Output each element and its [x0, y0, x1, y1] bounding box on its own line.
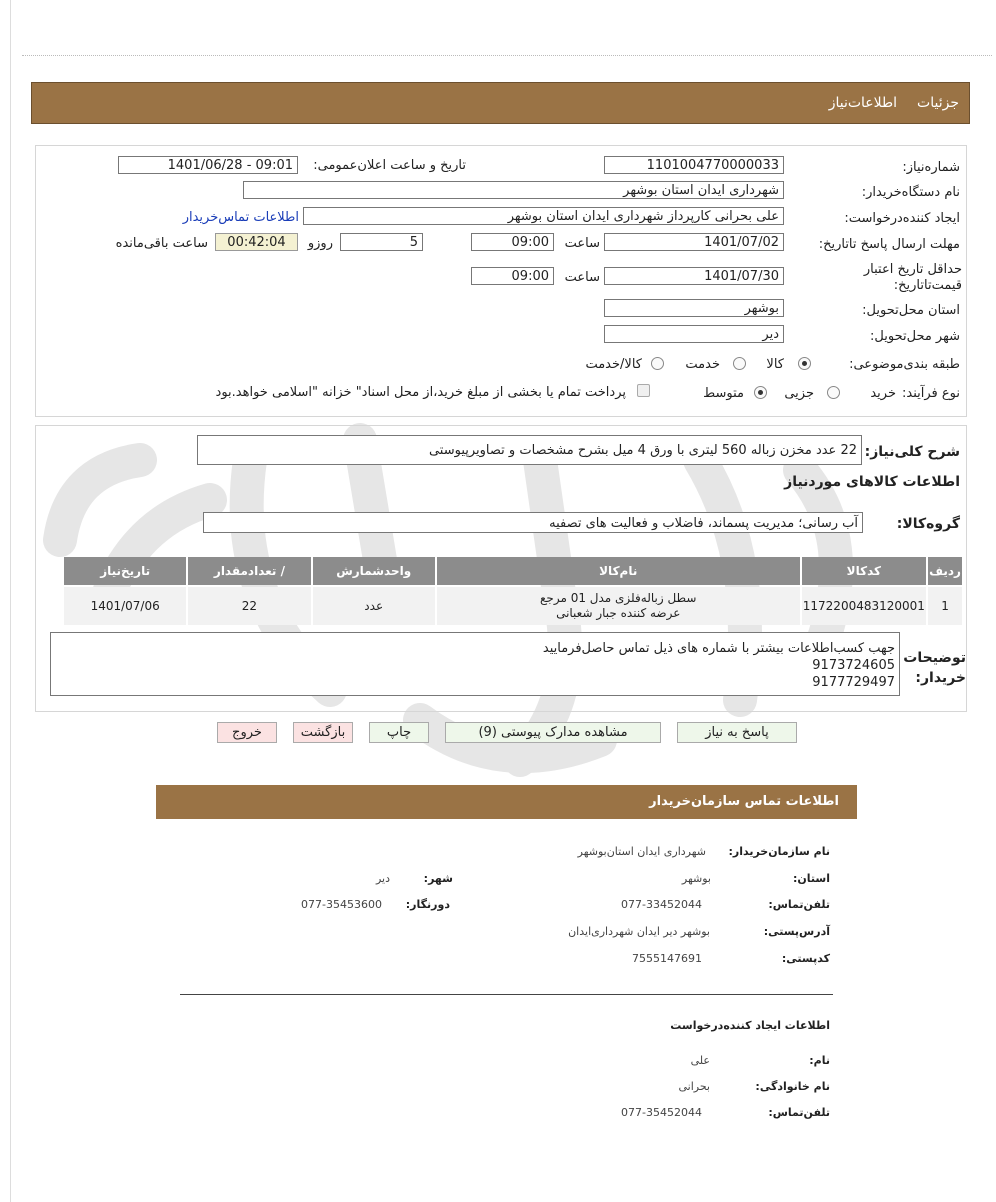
contact-address-value: بوشهر دیر ایدان شهرداری‌ایدان	[568, 925, 710, 938]
city-label: شهر محل‌تحویل:	[870, 329, 960, 344]
row-unit: عدد	[313, 587, 435, 625]
contact-province-value: بوشهر	[681, 872, 711, 885]
row-name-line1: سطل زباله‌فلزی مدل 01 مرجع	[540, 591, 697, 605]
creator-label: ایجاد کننده‌درخواست:	[844, 211, 960, 226]
row-index: 1	[928, 587, 962, 625]
notes-line2: 9173724605	[812, 658, 895, 673]
treasury-payment-checkbox[interactable]	[637, 384, 650, 397]
announce-label: تاریخ و ساعت اعلان‌عمومی:	[313, 158, 466, 173]
goods-table-header	[64, 557, 962, 585]
notes-line3: 9177729497	[812, 675, 895, 690]
col-index: ردیف	[928, 557, 962, 585]
row-name-line2: عرضه کننده جبار شعبانی	[556, 606, 681, 620]
attachments-button[interactable]: مشاهده مدارک پیوستی (9)	[445, 722, 661, 743]
process-medium-radio[interactable]	[754, 386, 767, 399]
creator-family-label: نام خانوادگی:	[755, 1080, 830, 1093]
top-dotted-divider	[22, 55, 992, 56]
category-label: طبقه بندی‌موضوعی:	[849, 357, 960, 372]
deadline-time-field: 09:00	[471, 233, 554, 251]
exit-button[interactable]: خروج	[217, 722, 277, 743]
buyer-notes-field	[50, 632, 900, 696]
announce-datetime-field: 1401/06/28 - 09:01	[118, 156, 298, 174]
category-goods-service-label: کالا/خدمت	[585, 357, 642, 372]
summary-label: شرح کلی‌نیاز:	[864, 444, 960, 460]
summary-field: 22 عدد مخزن زباله 560 لیتری با ورق 4 میل بشرح مشخصات و تصاویرپیوستی	[197, 435, 862, 465]
table-row	[64, 587, 962, 625]
need-number-field: 1101004770000033	[604, 156, 784, 174]
deadline-label: مهلت ارسال پاسخ تا‌تاریخ:	[818, 237, 960, 252]
contact-divider	[180, 994, 833, 995]
category-goods-radio[interactable]	[798, 357, 811, 370]
category-service-radio[interactable]	[733, 357, 746, 370]
remaining-time-display: 00:42:04	[215, 233, 298, 251]
contact-phone-label: تلفن‌تماس:	[768, 898, 830, 911]
contact-fax-label: دورنگار:	[405, 898, 450, 911]
row-name	[437, 587, 800, 625]
city-field: دیر	[604, 325, 784, 343]
creator-field: علی بحرانی کارپرداز شهرداری ایدان استان بوشهر	[303, 207, 784, 225]
process-label: نوع فرآیند:	[902, 386, 960, 401]
tab-details[interactable]: جزئیات	[917, 95, 959, 111]
validity-time-field: 09:00	[471, 267, 554, 285]
row-qty: 22	[188, 587, 310, 625]
tab-need-info[interactable]: اطلاعات‌نیاز	[828, 95, 898, 111]
creator-phone-label: تلفن‌تماس:	[768, 1106, 830, 1119]
validity-label: حداقل تاریخ اعتبار قیمت‌تا‌تاریخ:	[863, 262, 962, 293]
col-qty: / تعدادمقدار	[188, 557, 310, 585]
process-medium-label: متوسط	[703, 386, 744, 401]
back-button[interactable]: بازگشت	[293, 722, 353, 743]
col-date: تاریخ‌نیاز	[64, 557, 186, 585]
print-button[interactable]: چاپ	[369, 722, 429, 743]
creator-name-value: علی	[690, 1054, 710, 1067]
details-header-bar	[31, 82, 970, 124]
group-field: آب رسانی؛ مدیریت پسماند، فاضلاب و فعالیت های تصفیه	[203, 512, 863, 533]
contact-postal-label: کد‌پستی:	[781, 952, 830, 965]
left-border-line	[10, 0, 11, 1202]
contact-org-value: شهرداری ایدان استان‌بوشهر	[577, 845, 706, 858]
goods-table	[62, 555, 964, 627]
category-goods-service-radio[interactable]	[651, 357, 664, 370]
buyer-org-field: شهرداری ایدان استان بوشهر	[243, 181, 784, 199]
contact-address-label: آدرس‌پستی:	[763, 925, 830, 938]
contact-org-label: نام سازمان‌خریدار:	[728, 845, 830, 858]
creator-family-value: بحرانی	[678, 1080, 710, 1093]
days-label: روزو	[307, 236, 333, 251]
notes-line1: جهب کسب‌اطلاعات بیشتر با شماره های ذیل تماس حاصل‌فرمایید	[542, 641, 895, 656]
province-field: بوشهر	[604, 299, 784, 317]
row-code: 1172200483120001	[802, 587, 926, 625]
deadline-time-label: ساعت	[564, 236, 600, 251]
group-label: گروه‌کالا:	[896, 516, 960, 532]
category-goods-label: کالا	[766, 357, 784, 372]
buyer-contact-link[interactable]: اطلاعات تماس‌خریدار	[182, 210, 299, 225]
contact-fax-value: 077-35453600	[301, 898, 382, 911]
col-code: کدکالا	[802, 557, 926, 585]
goods-info-title: اطلاعات کالاهای موردنیاز	[784, 474, 960, 490]
buyer-org-label: نام دستگاه‌خریدار:	[861, 185, 960, 200]
contact-phone-value: 077-33452044	[621, 898, 702, 911]
row-date: 1401/07/06	[64, 587, 186, 625]
province-label: استان محل‌تحویل:	[862, 303, 960, 318]
process-minor-label: جزیی	[784, 386, 814, 401]
category-service-label: خدمت	[685, 357, 720, 372]
contact-postal-value: 7555147691	[632, 952, 702, 965]
buyer-contact-header: اطلاعات تماس سازمان‌خریدار	[156, 785, 857, 819]
buyer-notes-label: توضیحات خریدار:	[903, 650, 966, 686]
contact-province-label: استان:	[793, 872, 830, 885]
process-minor-radio[interactable]	[827, 386, 840, 399]
deadline-date-field: 1401/07/02	[604, 233, 784, 251]
need-number-label: شماره‌نیاز:	[902, 160, 960, 175]
creator-info-title: اطلاعات ایجاد کننده‌درخواست	[670, 1019, 830, 1032]
creator-name-label: نام:	[809, 1054, 830, 1067]
days-field: 5	[340, 233, 423, 251]
contact-city-value: دیر	[375, 872, 390, 885]
col-name: نام‌کالا	[437, 557, 800, 585]
validity-date-field: 1401/07/30	[604, 267, 784, 285]
validity-time-label: ساعت	[564, 270, 600, 285]
col-unit: واحدشمارش	[313, 557, 435, 585]
contact-city-label: شهر:	[423, 872, 453, 885]
treasury-payment-note: پرداخت تمام یا بخشی از مبلغ خرید،از محل اسناد" خزانه "اسلامی خواهد.بود	[215, 385, 626, 400]
respond-button[interactable]: پاسخ به نیاز	[677, 722, 797, 743]
remaining-label: ساعت باقی‌مانده	[115, 236, 208, 251]
process-buy-label: خرید	[870, 386, 896, 401]
creator-phone-value: 077-35452044	[621, 1106, 702, 1119]
